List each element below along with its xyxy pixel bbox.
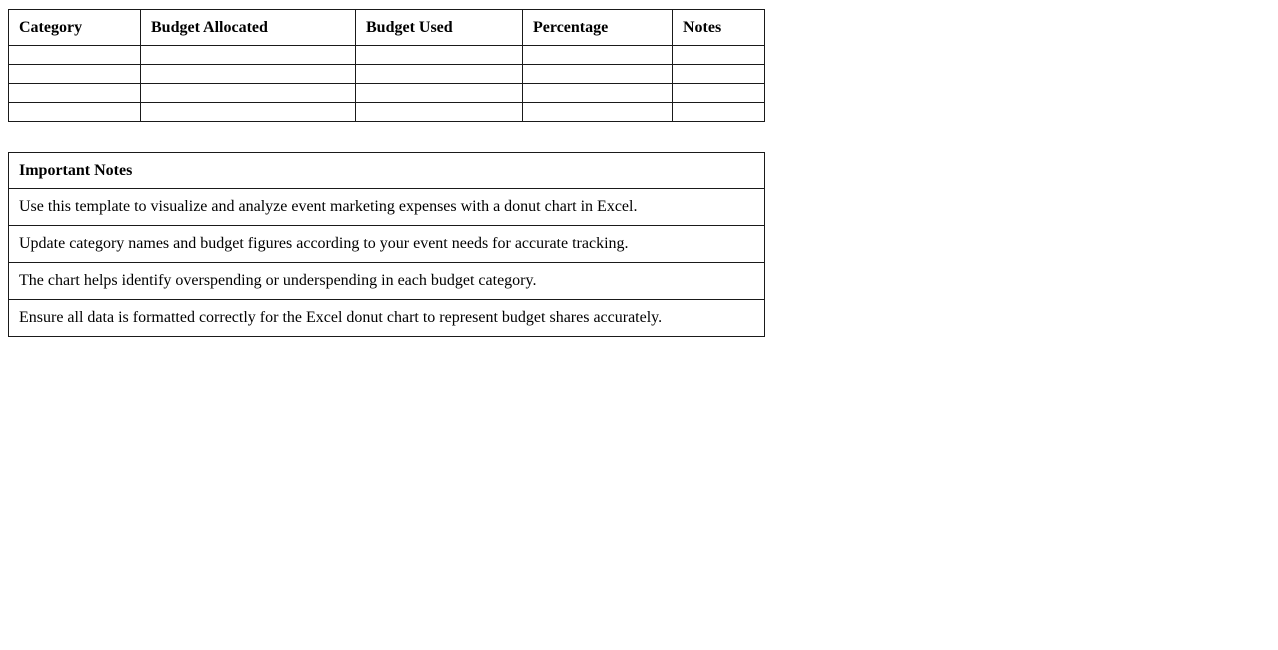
table-cell [523,103,673,122]
note-cell: Ensure all data is formatted correctly for the Excel donut chart to represent budget shares accurately. [9,300,765,337]
budget-table [8,9,765,122]
notes-table-header-row [9,153,765,189]
note-row [9,300,765,337]
note-row [9,226,765,263]
table-cell [673,65,765,84]
table-cell [141,46,356,65]
table-row [9,103,765,122]
table-cell [141,84,356,103]
table-cell [9,103,141,122]
table-cell [523,65,673,84]
table-cell [9,84,141,103]
table-cell [9,65,141,84]
table-cell [356,46,523,65]
note-cell: Update category names and budget figures according to your event needs for accurate tracking. [9,226,765,263]
header-cell-budget-used: Budget Used [356,10,523,46]
table-row [9,84,765,103]
table-cell [673,84,765,103]
table-cell [523,84,673,103]
table-cell [356,103,523,122]
note-cell: The chart helps identify overspending or underspending in each budget category. [9,263,765,300]
note-row [9,189,765,226]
table-cell [356,65,523,84]
table-cell [9,46,141,65]
table-cell [141,103,356,122]
note-row [9,263,765,300]
note-cell: Use this template to visualize and analyze event marketing expenses with a donut chart in Excel. [9,189,765,226]
table-cell [141,65,356,84]
important-notes-title: Important Notes [9,153,765,189]
table-cell [673,46,765,65]
header-cell-budget-allocated: Budget Allocated [141,10,356,46]
budget-table-header-row [9,10,765,46]
table-cell [356,84,523,103]
header-cell-notes: Notes [673,10,765,46]
table-cell [523,46,673,65]
header-cell-percentage: Percentage [523,10,673,46]
table-cell [673,103,765,122]
table-row [9,65,765,84]
important-notes-table [8,152,765,337]
header-cell-category: Category [9,10,141,46]
table-row [9,46,765,65]
